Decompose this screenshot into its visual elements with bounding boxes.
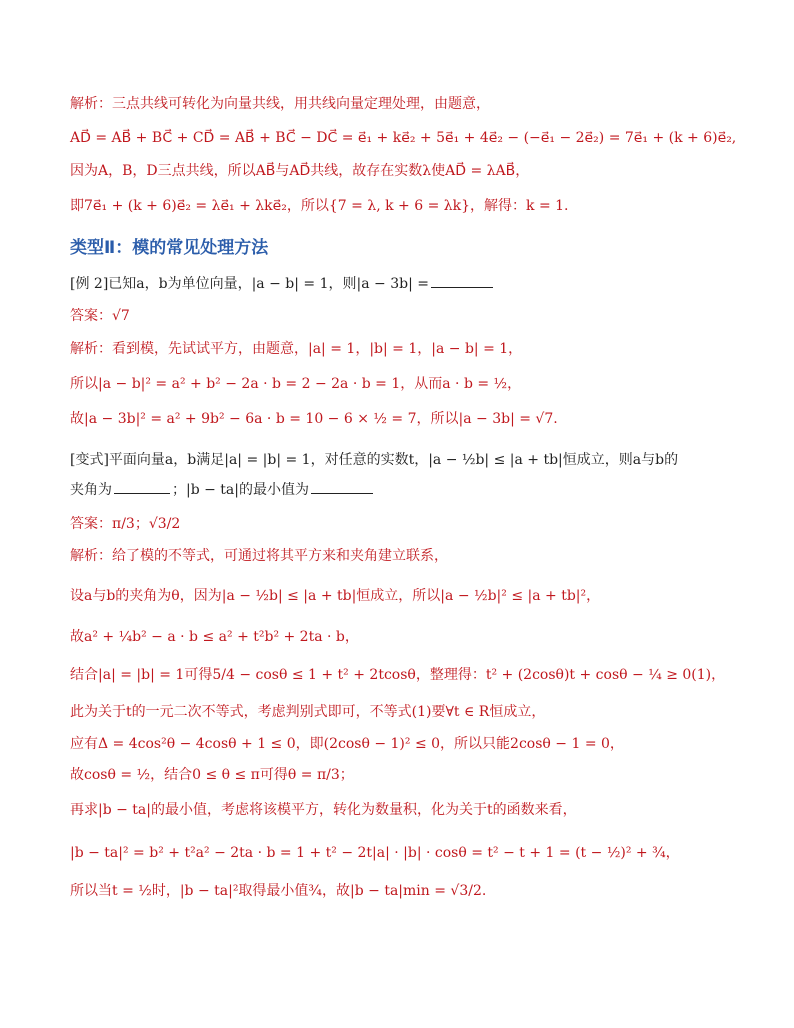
example1-equation-1: AD⃗ = AB⃗ + BC⃗ + CD⃗ = AB⃗ + BC⃗ − DC⃗ = e⃗₁ + ke⃗₂ + 5e⃗₁ + 4e⃗₂ − (−e⃗₁ − 2e⃗₂) = 7e⃗₁ + (k + 6)e⃗₂,	[70, 130, 737, 146]
variant-analysis-2: 设a与b的夹角为θ，因为|a − ½b| ≤ |a + tb|恒成立，所以|a − ½b|² ≤ |a + tb|²，	[70, 588, 601, 604]
variant-analysis-8: 再求|b − ta|的最小值，考虑将该模平方，转化为数量积，化为关于t的函数来看，	[70, 802, 577, 818]
example1-equation-2: 因为A，B，D三点共线，所以AB⃗与AD⃗共线，故存在实数λ使AD⃗ = λAB⃗，	[70, 163, 530, 179]
example2-analysis-3: 故|a − 3b|² = a² + 9b² − 6a · b = 10 − 6 × ½ = 7，所以|a − 3b| = √7.	[70, 411, 558, 427]
variant-question-2b: ；|b − ta|的最小值为	[172, 482, 309, 498]
example2-answer: 答案：√7	[70, 308, 130, 324]
variant-question-2a: 夹角为	[70, 482, 112, 498]
variant-analysis-4: 结合|a| = |b| = 1可得5/4 − cosθ ≤ 1 + t² + 2tcosθ，整理得：t² + (2cosθ)t + cosθ − ¼ ≥ 0(1)，	[70, 667, 726, 683]
example1-equation-3: 即7e⃗₁ + (k + 6)e⃗₂ = λe⃗₁ + λke⃗₂，所以{7 = λ, k + 6 = λk}，解得：k = 1.	[70, 198, 569, 214]
variant-analysis-7: 故cosθ = ½，结合0 ≤ θ ≤ π可得θ = π/3；	[70, 767, 354, 783]
example2-analysis-2: 所以|a − b|² = a² + b² − 2a · b = 2 − 2a · b = 1，从而a · b = ½，	[70, 376, 522, 392]
example2-question	[70, 272, 754, 295]
variant-analysis-6: 应有Δ = 4cos²θ − 4cosθ + 1 ≤ 0，即(2cosθ − 1)² ≤ 0，所以只能2cosθ − 1 = 0，	[70, 736, 624, 752]
variant-analysis-3: 故a² + ¼b² − a · b ≤ a² + t²b² + 2ta · b，	[70, 629, 359, 645]
section-heading: 类型Ⅱ：模的常见处理方法	[70, 238, 269, 258]
answer-blank-min	[311, 478, 373, 494]
example2-question-text: [例 2]已知a，b为单位向量，|a − b| = 1，则|a − 3b| =	[70, 276, 429, 292]
variant-analysis-1: 解析：给了模的不等式，可通过将其平方来和夹角建立联系，	[70, 548, 448, 564]
variant-answer: 答案：π/3；√3/2	[70, 516, 181, 532]
example1-analysis: 解析：三点共线可转化为向量共线，用共线向量定理处理，由题意，	[70, 96, 490, 112]
variant-question-2	[70, 478, 754, 501]
variant-question-1: [变式]平面向量a，b满足|a| = |b| = 1，对任意的实数t，|a − ½b| ≤ |a + tb|恒成立，则a与b的	[70, 452, 679, 468]
variant-analysis-9: |b − ta|² = b² + t²a² − 2ta · b = 1 + t² − 2t|a| · |b| · cosθ = t² − t + 1 = (t − ½)² + ¾，	[70, 845, 680, 861]
answer-blank-angle	[114, 478, 170, 494]
answer-blank	[431, 272, 493, 288]
variant-analysis-10: 所以当t = ½时，|b − ta|²取得最小值¾，故|b − ta|min = √3/2.	[70, 883, 487, 899]
variant-analysis-5: 此为关于t的一元二次不等式，考虑判别式即可，不等式(1)要∀t ∈ R恒成立，	[70, 704, 546, 720]
example2-analysis-1: 解析：看到模，先试试平方，由题意，|a| = 1，|b| = 1，|a − b| = 1，	[70, 341, 523, 357]
